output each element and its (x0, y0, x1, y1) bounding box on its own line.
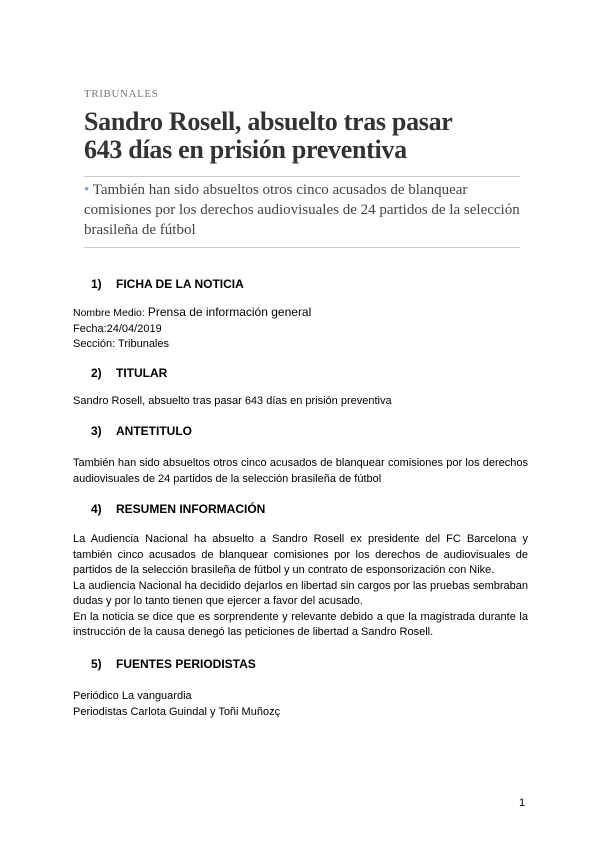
news-clipping-image (84, 88, 520, 248)
section-heading-titular: 2) TITULAR (91, 366, 168, 380)
clipping-headline: Sandro Rosell, absuelto tras pasar 643 días en prisión preventiva (84, 107, 453, 164)
resumen-paragraph: La Audiencia Nacional ha absuelto a Sandro Rosell ex presidente del FC Barcelona y también cinco acusados de blanquear comisiones por los derechos de audiovisuales de partidos de la selección brasileña de fútbol y un contrato de esponsorización con Nike. (73, 533, 528, 576)
ficha-seccion: Sección: Tribunales (73, 338, 169, 350)
section-heading-resumen: 4) RESUMEN INFORMACIÓN (91, 502, 266, 516)
ficha-block (73, 305, 528, 353)
resumen-block (73, 532, 528, 641)
resumen-paragraph: La audiencia Nacional ha decidido dejarlos en libertad sin cargos por las pruebas sembraban dudas y por lo tanto tienen que ejercer a favor del acusado. (73, 579, 528, 607)
fuentes-block (73, 689, 528, 720)
clipping-section-label: TRIBUNALES (84, 88, 159, 100)
resumen-paragraph: En la noticia se dice que es sorprendente y relevante debido a que la magistrada durante la instrucción de la causa denegó las peticiones de libertad a Sandro Rosell. (73, 610, 528, 638)
page-number: 1 (519, 797, 526, 809)
fuentes-item: Periodistas Carlota Guindal y Toñi Muñozç (73, 705, 281, 718)
titular-text: Sandro Rosell, absuelto tras pasar 643 días en prisión preventiva (73, 395, 392, 407)
bullet-icon: • (84, 182, 90, 198)
antetitulo-text: También han sido absueltos otros cinco acusados de blanquear comisiones por los derechos audiovisuales de 24 partidos de la selección brasileña de fútbol (73, 457, 528, 485)
fuentes-item: Periódico La vanguardia (73, 690, 192, 702)
clipping-divider-bottom (84, 247, 520, 248)
clipping-divider-top (84, 176, 520, 177)
section-heading-antetitulo: 3) ANTETITULO (91, 424, 192, 438)
clipping-subheadline: • También han sido absueltos otros cinco acusados de blanquear comisiones por los derechos audiovisuales de 24 partidos de la selección brasileña de fútbol (84, 182, 520, 238)
ficha-fecha: Fecha:24/04/2019 (73, 322, 162, 335)
section-heading-fuentes: 5) FUENTES PERIODISTAS (91, 657, 256, 671)
ficha-medio: Nombre Medio: Prensa de información general (73, 305, 312, 319)
section-heading-ficha: 1) FICHA DE LA NOTICIA (91, 277, 244, 291)
